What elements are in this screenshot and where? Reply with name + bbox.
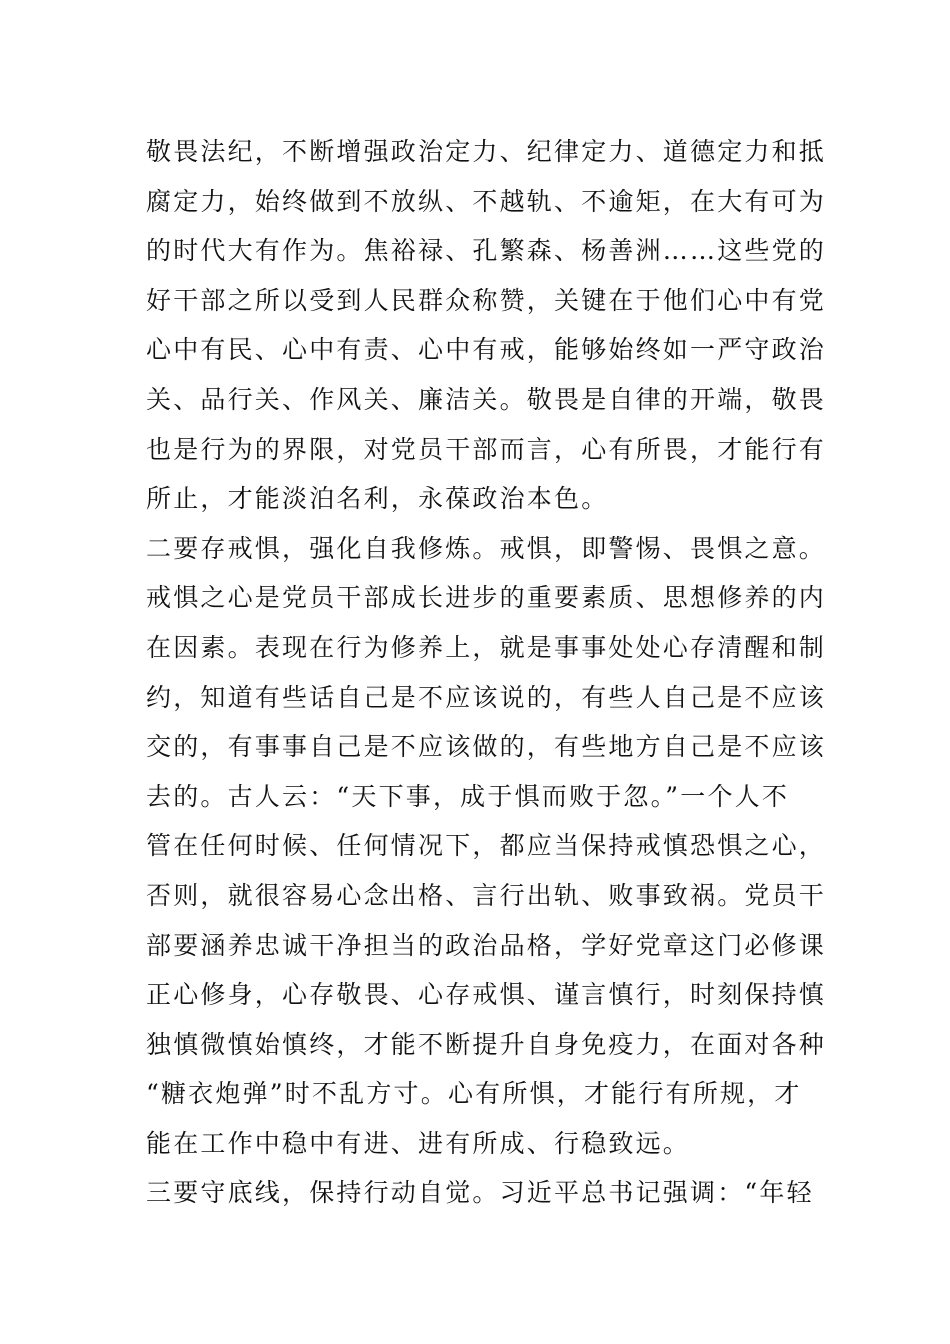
text-line: 否则，就很容易心念出格、言行出轨、败事致祸。党员干 — [146, 880, 827, 910]
text-line: 敬畏法纪，不断增强政治定力、纪律定力、道德定力和抵 — [146, 137, 827, 166]
body-text — [146, 127, 827, 1218]
text-line: 腐定力，始终做到不放纵、不越轨、不逾矩，在大有可为 — [146, 186, 827, 216]
text-line: 在因素。表现在行为修养上，就是事事处处心存清醒和制 — [146, 632, 827, 662]
text-line: 三要守底线，保持行动自觉。习近平总书记强调：“年轻 — [146, 1178, 814, 1208]
text-line: 部要涵养忠诚干净担当的政治品格，学好党章这门必修课 — [146, 930, 827, 960]
text-line: 管在任何时候、任何情况下，都应当保持戒慎恐惧之心， — [146, 831, 827, 861]
text-line: 心中有民、心中有责、心中有戒，能够始终如一严守政治 — [146, 335, 827, 365]
text-line: 关、品行关、作风关、廉洁关。敬畏是自律的开端，敬畏 — [146, 384, 827, 414]
text-line: “糖衣炮弹”时不乱方寸。心有所惧，才能行有所规，才 — [146, 1079, 802, 1109]
text-line: 戒惧之心是党员干部成长进步的重要素质、思想修养的内 — [146, 583, 827, 613]
text-line: 所止，才能淡泊名利，永葆政治本色。 — [146, 484, 609, 514]
text-line: 的时代大有作为。焦裕禄、孔繁森、杨善洲……这些党的 — [146, 236, 827, 266]
text-line: 约，知道有些话自己是不应该说的，有些人自己是不应该 — [146, 682, 827, 712]
text-line: 二要存戒惧，强化自我修炼。戒惧，即警惕、畏惧之意。 — [146, 533, 827, 563]
text-line: 交的，有事事自己是不应该做的，有些地方自己是不应该 — [146, 732, 827, 762]
text-line: 去的。古人云：“天下事，成于惧而败于忽。”一个人不 — [146, 781, 790, 811]
text-line: 好干部之所以受到人民群众称赞，关键在于他们心中有党 — [146, 285, 827, 315]
text-line: 正心修身，心存敬畏、心存戒惧、谨言慎行，时刻保持慎 — [146, 980, 827, 1010]
text-line: 能在工作中稳中有进、进有所成、行稳致远。 — [146, 1128, 691, 1158]
text-line: 也是行为的界限，对党员干部而言，心有所畏，才能行有 — [146, 434, 827, 464]
text-line: 独慎微慎始慎终，才能不断提升自身免疫力，在面对各种 — [146, 1029, 827, 1059]
